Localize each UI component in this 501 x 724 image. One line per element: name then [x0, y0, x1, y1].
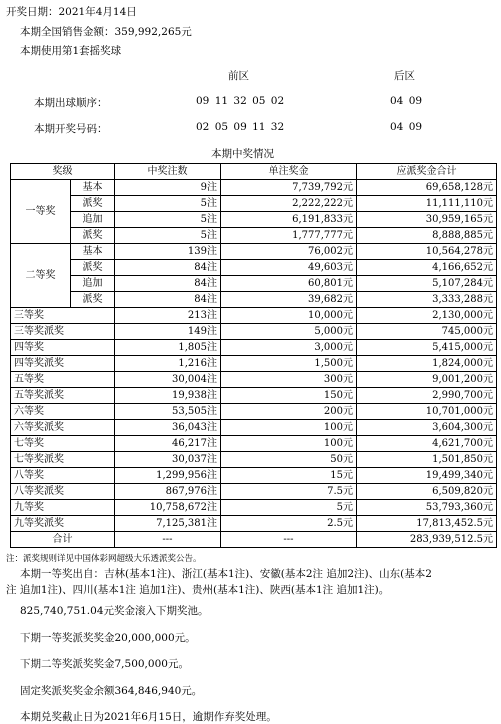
count-cell: 7,125,381注	[115, 516, 221, 532]
prize-cell: 1,777,777元	[221, 228, 357, 244]
count-cell: 1,299,956注	[115, 468, 221, 484]
count-cell: 30,004注	[115, 372, 221, 388]
count-cell: 53,505注	[115, 404, 221, 420]
winning-numbers-front: 02 05 09 11 32	[196, 121, 285, 133]
table-row	[11, 356, 497, 372]
header-prize: 单注奖金	[221, 164, 357, 180]
pool-rollover: 825,740,751.04元奖金滚入下期奖池。	[20, 605, 209, 617]
table-row	[11, 372, 497, 388]
total-cell: 10,701,000元	[357, 404, 497, 420]
prize-cell: 2,222,222元	[221, 196, 357, 212]
prize-cell: 300元	[221, 372, 357, 388]
front-zone-label: 前区	[228, 70, 249, 82]
total-cell: 5,415,000元	[357, 340, 497, 356]
level-cell: 五等奖	[11, 372, 115, 388]
total-cell: 2,130,000元	[357, 308, 497, 324]
total-cell: 3,604,300元	[357, 420, 497, 436]
back-zone-label: 后区	[394, 70, 415, 82]
total-cell: 69,658,128元	[357, 180, 497, 196]
table-row	[11, 468, 497, 484]
total-cell: 17,813,452.5元	[357, 516, 497, 532]
table-row	[11, 180, 497, 196]
total-cell: 4,166,652元	[357, 260, 497, 276]
count-cell: 84注	[115, 292, 221, 308]
total-cell: 19,499,340元	[357, 468, 497, 484]
sublevel-cell: 基本	[71, 180, 115, 196]
level-cell: 一等奖	[11, 180, 71, 244]
prize-cell: ---	[221, 532, 357, 548]
prize-cell: 39,682元	[221, 292, 357, 308]
prize-cell: 200元	[221, 404, 357, 420]
winning-numbers-label: 本期开奖号码：	[34, 123, 108, 135]
level-cell: 四等奖	[11, 340, 115, 356]
prize-cell: 150元	[221, 388, 357, 404]
fixed-prize-balance: 固定奖派奖奖金余额364,846,940元。	[20, 685, 203, 697]
prize-cell: 7.5元	[221, 484, 357, 500]
total-cell: 2,990,700元	[357, 388, 497, 404]
sublevel-cell: 派奖	[71, 196, 115, 212]
count-cell: 213注	[115, 308, 221, 324]
count-cell: 5注	[115, 212, 221, 228]
prize-cell: 60,801元	[221, 276, 357, 292]
level-cell: 八等奖派奖	[11, 484, 115, 500]
table-row	[11, 324, 497, 340]
count-cell: 84注	[115, 260, 221, 276]
table-row	[11, 452, 497, 468]
sales-amount: 本期全国销售金额：359,992,265元	[20, 26, 192, 38]
level-cell: 六等奖派奖	[11, 420, 115, 436]
count-cell: 1,216注	[115, 356, 221, 372]
table-row	[11, 196, 497, 212]
level-cell: 三等奖派奖	[11, 324, 115, 340]
level-cell: 五等奖派奖	[11, 388, 115, 404]
ball-set: 本期使用第1套摇奖球	[20, 45, 122, 57]
level-cell: 合计	[11, 532, 115, 548]
total-cell: 1,824,000元	[357, 356, 497, 372]
total-cell: 30,959,165元	[357, 212, 497, 228]
level-cell: 九等奖派奖	[11, 516, 115, 532]
prize-cell: 6,191,833元	[221, 212, 357, 228]
table-row	[11, 212, 497, 228]
level-cell: 三等奖	[11, 308, 115, 324]
table-row	[11, 420, 497, 436]
table-row	[11, 260, 497, 276]
total-cell: 11,111,110元	[357, 196, 497, 212]
count-cell: 5注	[115, 228, 221, 244]
total-cell: 8,888,885元	[357, 228, 497, 244]
table-row	[11, 500, 497, 516]
count-cell: 19,938注	[115, 388, 221, 404]
claim-deadline: 本期兑奖截止日为2021年6月15日，逾期作弃奖处理。	[20, 711, 277, 723]
draw-order-back: 04 09	[390, 95, 423, 107]
rules-note: 注：派奖规则详见中国体彩网超级大乐透派奖公告。	[6, 554, 202, 564]
table-row	[11, 244, 497, 260]
sublevel-cell: 基本	[71, 244, 115, 260]
prize-cell: 3,000元	[221, 340, 357, 356]
count-cell: 139注	[115, 244, 221, 260]
winners-line-2: 注 追加1注)、四川(基本1注 追加1注)、贵州(基本1注)、陕西(基本1注 追加1注)。	[6, 584, 390, 596]
prize-table	[10, 163, 497, 548]
prize-cell: 100元	[221, 436, 357, 452]
prize-cell: 10,000元	[221, 308, 357, 324]
prize-cell: 5,000元	[221, 324, 357, 340]
count-cell: 30,037注	[115, 452, 221, 468]
total-cell: 745,000元	[357, 324, 497, 340]
level-cell: 九等奖	[11, 500, 115, 516]
level-cell: 六等奖	[11, 404, 115, 420]
header-count: 中奖注数	[115, 164, 221, 180]
count-cell: 10,758,672注	[115, 500, 221, 516]
count-cell: 1,805注	[115, 340, 221, 356]
count-cell: 149注	[115, 324, 221, 340]
prize-cell: 5元	[221, 500, 357, 516]
sublevel-cell: 追加	[71, 276, 115, 292]
level-cell: 七等奖派奖	[11, 452, 115, 468]
count-cell: 5注	[115, 196, 221, 212]
table-row	[11, 484, 497, 500]
winning-numbers-back: 04 09	[390, 121, 423, 133]
prize-cell: 15元	[221, 468, 357, 484]
table-row	[11, 276, 497, 292]
count-cell: 9注	[115, 180, 221, 196]
header-level: 奖级	[11, 164, 115, 180]
header-total: 应派奖金合计	[357, 164, 497, 180]
count-cell: ---	[115, 532, 221, 548]
next-first-prize: 下期一等奖派奖奖金20,000,000元。	[20, 632, 196, 644]
total-cell: 9,001,200元	[357, 372, 497, 388]
level-cell: 四等奖派奖	[11, 356, 115, 372]
table-row	[11, 404, 497, 420]
table-row	[11, 532, 497, 548]
sublevel-cell: 派奖	[71, 292, 115, 308]
table-caption: 本期中奖情况	[211, 148, 274, 160]
table-row	[11, 228, 497, 244]
count-cell: 867,976注	[115, 484, 221, 500]
level-cell: 八等奖	[11, 468, 115, 484]
prize-cell: 50元	[221, 452, 357, 468]
total-cell: 53,793,360元	[357, 500, 497, 516]
table-row	[11, 436, 497, 452]
prize-cell: 76,002元	[221, 244, 357, 260]
count-cell: 36,043注	[115, 420, 221, 436]
prize-cell: 2.5元	[221, 516, 357, 532]
total-cell: 6,509,820元	[357, 484, 497, 500]
table-row	[11, 308, 497, 324]
table-row	[11, 516, 497, 532]
total-cell: 4,621,700元	[357, 436, 497, 452]
total-cell: 3,333,288元	[357, 292, 497, 308]
total-cell: 1,501,850元	[357, 452, 497, 468]
sublevel-cell: 派奖	[71, 260, 115, 276]
prize-cell: 49,603元	[221, 260, 357, 276]
count-cell: 84注	[115, 276, 221, 292]
level-cell: 二等奖	[11, 244, 71, 308]
draw-date: 开奖日期：2021年4月14日	[6, 6, 137, 18]
total-cell: 5,107,284元	[357, 276, 497, 292]
count-cell: 46,217注	[115, 436, 221, 452]
prize-cell: 7,739,792元	[221, 180, 357, 196]
total-cell: 283,939,512.5元	[357, 532, 497, 548]
table-row	[11, 292, 497, 308]
sublevel-cell: 追加	[71, 212, 115, 228]
sublevel-cell: 派奖	[71, 228, 115, 244]
total-cell: 10,564,278元	[357, 244, 497, 260]
table-row	[11, 388, 497, 404]
level-cell: 七等奖	[11, 436, 115, 452]
draw-order-label: 本期出球顺序：	[34, 97, 108, 109]
table-row	[11, 340, 497, 356]
table-header-row	[11, 164, 497, 180]
winners-line-1: 本期一等奖出自：吉林(基本1注)、浙江(基本1注)、安徽(基本2注 追加2注)、山东(基本2	[20, 568, 432, 580]
prize-cell: 1,500元	[221, 356, 357, 372]
draw-order-front: 09 11 32 05 02	[196, 95, 285, 107]
prize-cell: 100元	[221, 420, 357, 436]
next-second-prize: 下期二等奖派奖奖金7,500,000元。	[20, 658, 189, 670]
